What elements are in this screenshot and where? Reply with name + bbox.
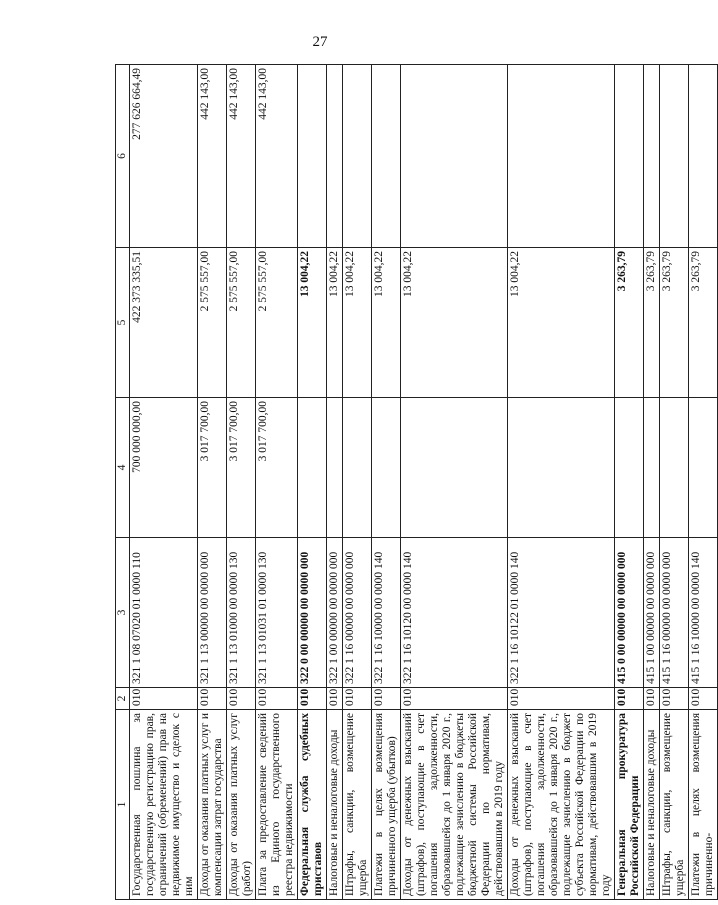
- table-row: [508, 65, 615, 900]
- executed-amount-cell: 3 263,79: [660, 248, 689, 398]
- row-name-cell: Штрафы, санкции, возмещение ущерба: [660, 710, 689, 900]
- row-code-cell: 010: [660, 688, 689, 710]
- row-name-cell: Налоговые и неналоговые доходы: [644, 710, 660, 900]
- column-header: 1: [116, 710, 130, 900]
- unexecuted-amount-cell: 277 626 664,49: [130, 65, 198, 248]
- table-body: [130, 65, 718, 900]
- budget-code-cell: 321 1 08 07020 01 0000 110: [130, 538, 198, 688]
- executed-amount-cell: 2 575 557,00: [256, 248, 298, 398]
- row-code-cell: 010: [372, 688, 401, 710]
- row-name-cell: Доходы от денежных взысканий (штрафов), поступающие в счет погашения задолженности, образовавшейся до 1 января 2020 г., подлежащие зачислению в бюджет субъекта Российской Федерации по нормативам, действовавшим в 2019 году: [508, 710, 615, 900]
- row-code-cell: 010: [198, 688, 227, 710]
- approved-amount-cell: [343, 398, 372, 538]
- unexecuted-amount-cell: [644, 65, 660, 248]
- table-row: [615, 65, 644, 900]
- executed-amount-cell: 13 004,22: [298, 248, 327, 398]
- row-code-cell: 010: [644, 688, 660, 710]
- budget-code-cell: 322 1 16 10000 00 0000 140: [372, 538, 401, 688]
- row-code-cell: 010: [615, 688, 644, 710]
- executed-amount-cell: 13 004,22: [343, 248, 372, 398]
- budget-code-cell: 415 1 16 00000 00 0000 000: [660, 538, 689, 688]
- row-name-cell: Государственная пошлина за государственную регистрацию прав, ограничений (обременений) прав на недвижимое имущество и сделок с ним: [130, 710, 198, 900]
- approved-amount-cell: 3 017 700,00: [256, 398, 298, 538]
- table-row: [256, 65, 298, 900]
- unexecuted-amount-cell: [508, 65, 615, 248]
- row-name-cell: Доходы от денежных взысканий (штрафов), поступающие в счет погашения задолженности, образовавшейся до 1 января 2020 г., подлежащие зачислению в бюджеты бюджетной системы Российской Федерации по нормативам, действовавшим в 2019 году: [401, 710, 508, 900]
- row-name-cell: Штрафы, санкции, возмещение ущерба: [343, 710, 372, 900]
- page-number: 27: [312, 34, 328, 50]
- row-name-cell: Генеральная прокуратура Российской Федерации: [615, 710, 644, 900]
- budget-code-cell: 322 0 00 00000 00 0000 000: [298, 538, 327, 688]
- executed-amount-cell: 3 263,79: [615, 248, 644, 398]
- executed-amount-cell: 2 575 557,00: [198, 248, 227, 398]
- column-header: 5: [116, 248, 130, 398]
- budget-code-cell: 415 1 00 00000 00 0000 000: [644, 538, 660, 688]
- column-header: 4: [116, 398, 130, 538]
- row-name-cell: Плата за предоставление сведений из Единого государственного реестра недвижимости: [256, 710, 298, 900]
- budget-code-cell: 321 1 13 00000 00 0000 000: [198, 538, 227, 688]
- unexecuted-amount-cell: 442 143,00: [198, 65, 227, 248]
- unexecuted-amount-cell: [660, 65, 689, 248]
- approved-amount-cell: [644, 398, 660, 538]
- budget-code-cell: 322 1 00 00000 00 0000 000: [327, 538, 343, 688]
- unexecuted-amount-cell: [298, 65, 327, 248]
- unexecuted-amount-cell: [343, 65, 372, 248]
- table-row: [327, 65, 343, 900]
- executed-amount-cell: 3 263,79: [644, 248, 660, 398]
- row-code-cell: 010: [689, 688, 718, 710]
- row-name-cell: Платежи в целях возмещения причиненно-: [689, 710, 718, 900]
- unexecuted-amount-cell: [372, 65, 401, 248]
- row-code-cell: 010: [327, 688, 343, 710]
- approved-amount-cell: [372, 398, 401, 538]
- approved-amount-cell: 3 017 700,00: [227, 398, 256, 538]
- table-row: [372, 65, 401, 900]
- budget-code-cell: 321 1 13 01000 00 0000 130: [227, 538, 256, 688]
- executed-amount-cell: 2 575 557,00: [227, 248, 256, 398]
- table-row: [343, 65, 372, 900]
- unexecuted-amount-cell: 442 143,00: [256, 65, 298, 248]
- row-code-cell: 010: [130, 688, 198, 710]
- row-name-cell: Доходы от оказания платных услуг (работ): [227, 710, 256, 900]
- table-row: [401, 65, 508, 900]
- unexecuted-amount-cell: [401, 65, 508, 248]
- table-row: [298, 65, 327, 900]
- row-code-cell: 010: [256, 688, 298, 710]
- row-name-cell: Налоговые и неналоговые доходы: [327, 710, 343, 900]
- row-name-cell: Платежи в целях возмещения причиненного ущерба (убытков): [372, 710, 401, 900]
- budget-code-cell: 322 1 16 10122 01 0000 140: [508, 538, 615, 688]
- table-row: [689, 65, 718, 900]
- approved-amount-cell: 700 000 000,00: [130, 398, 198, 538]
- approved-amount-cell: [615, 398, 644, 538]
- budget-code-cell: 415 1 16 10000 00 0000 140: [689, 538, 718, 688]
- executed-amount-cell: 13 004,22: [327, 248, 343, 398]
- row-code-cell: 010: [508, 688, 615, 710]
- budget-code-cell: 322 1 16 00000 00 0000 000: [343, 538, 372, 688]
- table-row: [644, 65, 660, 900]
- approved-amount-cell: [327, 398, 343, 538]
- row-name-cell: Федеральная служба судебных приставов: [298, 710, 327, 900]
- unexecuted-amount-cell: [615, 65, 644, 248]
- executed-amount-cell: 3 263,79: [689, 248, 718, 398]
- row-code-cell: 010: [227, 688, 256, 710]
- row-code-cell: 010: [401, 688, 508, 710]
- approved-amount-cell: [660, 398, 689, 538]
- executed-amount-cell: 13 004,22: [372, 248, 401, 398]
- rotated-table-wrapper: [115, 65, 715, 900]
- revenue-table: [115, 64, 718, 900]
- unexecuted-amount-cell: [327, 65, 343, 248]
- row-code-cell: 010: [298, 688, 327, 710]
- executed-amount-cell: 13 004,22: [401, 248, 508, 398]
- column-header: 2: [116, 688, 130, 710]
- table-row: [198, 65, 227, 900]
- executed-amount-cell: 422 373 335,51: [130, 248, 198, 398]
- column-header: 6: [116, 65, 130, 248]
- budget-code-cell: 321 1 13 01031 01 0000 130: [256, 538, 298, 688]
- unexecuted-amount-cell: 442 143,00: [227, 65, 256, 248]
- budget-code-cell: 415 0 00 00000 00 0000 000: [615, 538, 644, 688]
- row-name-cell: Доходы от оказания платных услуг и компенсации затрат государства: [198, 710, 227, 900]
- table-row: [130, 65, 198, 900]
- approved-amount-cell: [508, 398, 615, 538]
- column-header: 3: [116, 538, 130, 688]
- approved-amount-cell: [298, 398, 327, 538]
- approved-amount-cell: 3 017 700,00: [198, 398, 227, 538]
- table-row: [660, 65, 689, 900]
- executed-amount-cell: 13 004,22: [508, 248, 615, 398]
- approved-amount-cell: [401, 398, 508, 538]
- table-row: [227, 65, 256, 900]
- unexecuted-amount-cell: [689, 65, 718, 248]
- approved-amount-cell: [689, 398, 718, 538]
- table-header-row: [116, 65, 130, 900]
- row-code-cell: 010: [343, 688, 372, 710]
- budget-code-cell: 322 1 16 10120 00 0000 140: [401, 538, 508, 688]
